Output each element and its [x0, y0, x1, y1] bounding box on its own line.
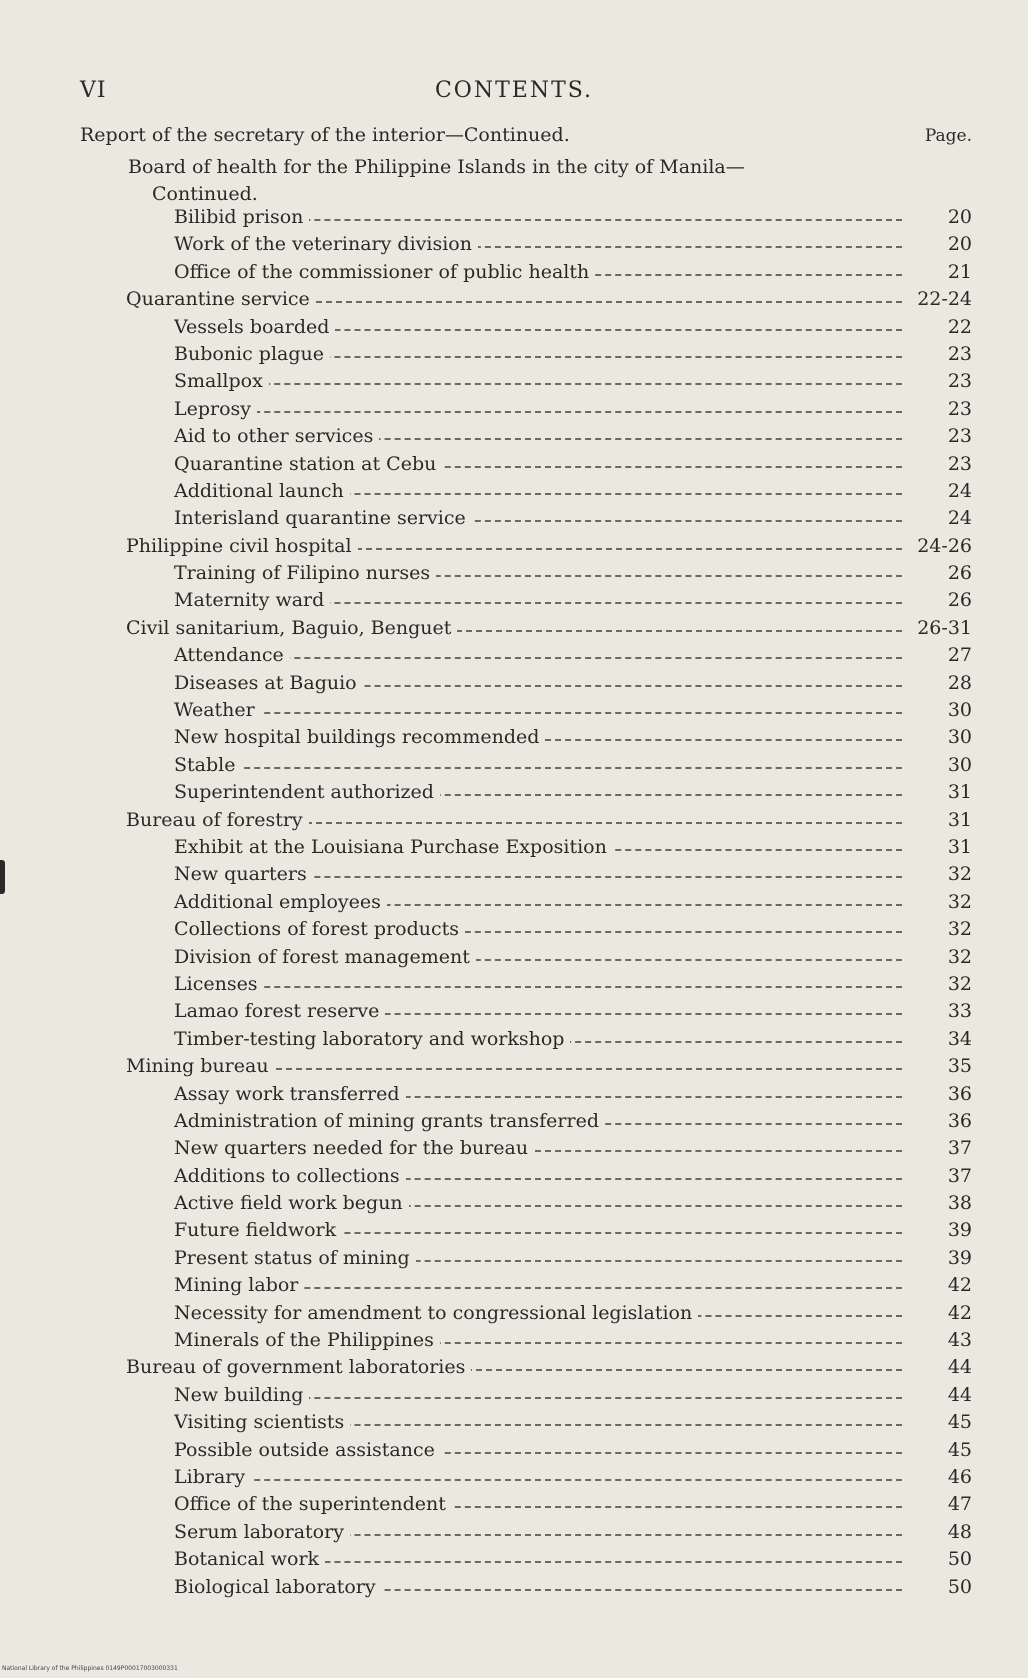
toc-entry	[0, 916, 1028, 943]
toc-entry	[0, 1464, 1028, 1491]
page-title: CONTENTS.	[434, 78, 594, 103]
toc-entry	[0, 724, 1028, 751]
toc-entry-page: 23	[947, 425, 972, 448]
dot-leader-line	[174, 712, 902, 714]
toc-entry-page: 22-24	[917, 288, 972, 311]
toc-entry-title: Biological laboratory	[174, 1576, 382, 1598]
toc-entry-title: Superintendent authorized	[174, 781, 440, 803]
toc-leader	[174, 779, 902, 806]
toc-entry-title: Additional employees	[174, 891, 387, 913]
toc-entry	[0, 807, 1028, 834]
toc-entry	[0, 1272, 1028, 1299]
toc-entry-title: Future fieldwork	[174, 1219, 342, 1241]
toc-entry	[0, 1108, 1028, 1135]
toc-entry-title: Training of Filipino nurses	[174, 562, 436, 584]
toc-entry-title: Aid to other services	[174, 425, 379, 447]
toc-entry-title: Division of forest management	[174, 946, 476, 968]
toc-entry-page: 43	[947, 1329, 972, 1352]
toc-entry	[0, 1491, 1028, 1518]
section-heading	[80, 124, 972, 152]
toc-entry-page: 24-26	[917, 534, 972, 557]
dot-leader-line	[174, 986, 902, 988]
toc-entry-title: Additional launch	[174, 480, 350, 502]
toc-entry-page: 21	[947, 260, 972, 283]
toc-entry-page: 50	[947, 1548, 972, 1571]
toc-leader	[174, 861, 902, 888]
toc-leader	[174, 1163, 902, 1190]
toc-entry	[0, 368, 1028, 395]
toc-entry-title: Timber-testing laboratory and workshop	[174, 1028, 570, 1050]
toc-entry	[0, 642, 1028, 669]
toc-entry	[0, 478, 1028, 505]
toc-entry-title: Present status of mining	[174, 1247, 416, 1269]
toc-leader	[174, 1437, 902, 1464]
toc-entry-page: 35	[947, 1055, 972, 1078]
toc-entry-title: Additions to collections	[174, 1165, 406, 1187]
toc-entry	[0, 286, 1028, 313]
toc-entry-page: 31	[947, 835, 972, 858]
toc-entry-page: 24	[947, 479, 972, 502]
board-heading-line2: Continued.	[152, 183, 258, 205]
toc-leader	[174, 231, 902, 258]
toc-leader	[174, 642, 902, 669]
toc-entry-title: New building	[174, 1384, 309, 1406]
page-column-header: Page.	[924, 126, 972, 146]
toc-leader	[174, 670, 902, 697]
toc-entry	[0, 1081, 1028, 1108]
toc-entry	[0, 560, 1028, 587]
toc-entry-page: 34	[947, 1027, 972, 1050]
toc-entry	[0, 1574, 1028, 1601]
toc-leader	[174, 1574, 902, 1601]
toc-entry-page: 30	[947, 753, 972, 776]
toc-entry-page: 31	[947, 781, 972, 804]
toc-leader	[174, 752, 902, 779]
toc-entry-page: 45	[947, 1411, 972, 1434]
toc-entry	[0, 1409, 1028, 1436]
toc-entry-title: Weather	[174, 699, 261, 721]
toc-leader	[174, 1026, 902, 1053]
toc-leader	[174, 1108, 902, 1135]
toc-entry	[0, 834, 1028, 861]
toc-leader	[174, 505, 902, 532]
toc-entry-page: 26	[947, 562, 972, 585]
toc-leader	[174, 1190, 902, 1217]
board-heading-line1: Board of health for the Philippine Islands in the city of Manila—	[128, 156, 745, 178]
toc-entry	[0, 1300, 1028, 1327]
scan-edge-mark	[0, 860, 5, 894]
toc-leader	[126, 533, 902, 560]
toc-leader	[126, 1354, 902, 1381]
toc-entry-title: New quarters needed for the bureau	[174, 1137, 534, 1159]
page-number: VI	[80, 78, 107, 103]
toc-entry-title: New quarters	[174, 863, 313, 885]
toc-entry-page: 32	[947, 863, 972, 886]
toc-entry-title: Botanical work	[174, 1548, 325, 1570]
toc-entry	[0, 944, 1028, 971]
toc-entry-title: Work of the veterinary division	[174, 233, 478, 255]
toc-entry-title: Serum laboratory	[174, 1521, 350, 1543]
toc-entry-page: 47	[947, 1493, 972, 1516]
toc-entry-title: Office of the superintendent	[174, 1493, 452, 1515]
toc-entry	[0, 1026, 1028, 1053]
toc-leader	[174, 1519, 902, 1546]
toc-entry-title: New hospital buildings recommended	[174, 726, 545, 748]
toc-leader	[174, 944, 902, 971]
toc-entry-title: Library	[174, 1466, 251, 1488]
toc-entry	[0, 1217, 1028, 1244]
board-heading	[128, 154, 908, 208]
toc-entry-title: Stable	[174, 754, 241, 776]
toc-entry	[0, 615, 1028, 642]
toc-entry-title: Collections of forest products	[174, 918, 465, 940]
toc-leader	[174, 478, 902, 505]
toc-entry	[0, 1245, 1028, 1272]
toc-entry-title: Licenses	[174, 973, 264, 995]
toc-entry-title: Mining bureau	[126, 1055, 275, 1077]
toc-entry-page: 32	[947, 890, 972, 913]
section-label: Report of the secretary of the interior—Continued.	[80, 124, 570, 146]
toc-entry-page: 42	[947, 1301, 972, 1324]
toc-entry-title: Exhibit at the Louisiana Purchase Exposition	[174, 836, 613, 858]
toc-entry-page: 39	[947, 1219, 972, 1242]
toc-entry-page: 33	[947, 1000, 972, 1023]
toc-entry-page: 37	[947, 1164, 972, 1187]
toc-entry-title: Mining labor	[174, 1274, 304, 1296]
toc-entry	[0, 1190, 1028, 1217]
toc-entry	[0, 314, 1028, 341]
toc-entry-title: Visiting scientists	[174, 1411, 350, 1433]
toc-leader	[174, 889, 902, 916]
toc-entry	[0, 1327, 1028, 1354]
toc-entry-page: 28	[947, 671, 972, 694]
toc-leader	[126, 807, 902, 834]
toc-entry-page: 32	[947, 945, 972, 968]
toc-entry-title: Quarantine service	[126, 288, 316, 310]
toc-entry-page: 39	[947, 1246, 972, 1269]
toc-leader	[174, 259, 902, 286]
toc-entry	[0, 998, 1028, 1025]
toc-entry-page: 30	[947, 726, 972, 749]
toc-leader	[174, 396, 902, 423]
toc-entry	[0, 697, 1028, 724]
toc-entry	[0, 231, 1028, 258]
toc-entry-page: 45	[947, 1438, 972, 1461]
toc-leader	[174, 697, 902, 724]
toc-leader	[174, 204, 902, 231]
toc-leader	[126, 1053, 902, 1080]
toc-entry-title: Leprosy	[174, 398, 257, 420]
toc-leader	[174, 1382, 902, 1409]
toc-entry-page: 30	[947, 699, 972, 722]
table-of-contents	[0, 204, 1028, 1601]
toc-entry	[0, 1354, 1028, 1381]
toc-entry	[0, 505, 1028, 532]
toc-entry-title: Assay work transferred	[174, 1083, 406, 1105]
toc-entry	[0, 1519, 1028, 1546]
toc-entry-title: Possible outside assistance	[174, 1439, 441, 1461]
dot-leader-line	[174, 411, 902, 413]
toc-entry-title: Bureau of government laboratories	[126, 1356, 471, 1378]
toc-entry-title: Philippine civil hospital	[126, 535, 358, 557]
toc-entry-title: Minerals of the Philippines	[174, 1329, 440, 1351]
scan-footer-note: National Library of the Philippines 0149P00017003000331	[2, 1665, 178, 1672]
toc-entry	[0, 1437, 1028, 1464]
toc-entry-page: 38	[947, 1192, 972, 1215]
toc-entry-title: Necessity for amendment to congressional legislation	[174, 1302, 698, 1324]
toc-leader	[126, 615, 902, 642]
toc-entry	[0, 341, 1028, 368]
toc-leader	[174, 834, 902, 861]
toc-entry-page: 44	[947, 1383, 972, 1406]
toc-entry-page: 23	[947, 397, 972, 420]
toc-entry-page: 42	[947, 1274, 972, 1297]
toc-leader	[174, 1245, 902, 1272]
toc-entry-title: Quarantine station at Cebu	[174, 453, 442, 475]
toc-entry	[0, 971, 1028, 998]
toc-entry-page: 32	[947, 918, 972, 941]
toc-leader	[126, 286, 902, 313]
toc-entry	[0, 396, 1028, 423]
toc-entry-title: Office of the commissioner of public health	[174, 261, 595, 283]
toc-entry-page: 36	[947, 1082, 972, 1105]
toc-leader	[174, 916, 902, 943]
toc-leader	[174, 1135, 902, 1162]
toc-entry-title: Bilibid prison	[174, 206, 309, 228]
toc-leader	[174, 724, 902, 751]
toc-entry	[0, 587, 1028, 614]
toc-entry	[0, 423, 1028, 450]
toc-entry	[0, 533, 1028, 560]
toc-entry-page: 26	[947, 589, 972, 612]
toc-entry-page: 23	[947, 452, 972, 475]
toc-entry-page: 31	[947, 808, 972, 831]
toc-entry	[0, 259, 1028, 286]
toc-entry-page: 48	[947, 1520, 972, 1543]
toc-entry-page: 37	[947, 1137, 972, 1160]
toc-leader	[174, 1272, 902, 1299]
toc-entry	[0, 670, 1028, 697]
toc-entry-page: 27	[947, 644, 972, 667]
toc-leader	[174, 1409, 902, 1436]
toc-entry-title: Lamao forest reserve	[174, 1000, 385, 1022]
toc-entry-page: 44	[947, 1356, 972, 1379]
toc-leader	[174, 368, 902, 395]
toc-entry-title: Diseases at Baguio	[174, 672, 363, 694]
toc-leader	[174, 560, 902, 587]
toc-entry	[0, 1382, 1028, 1409]
toc-entry-title: Vessels boarded	[174, 316, 335, 338]
toc-entry	[0, 1546, 1028, 1573]
toc-entry	[0, 1163, 1028, 1190]
toc-leader	[174, 1300, 902, 1327]
toc-entry-title: Smallpox	[174, 370, 269, 392]
toc-entry	[0, 451, 1028, 478]
toc-entry-page: 50	[947, 1575, 972, 1598]
toc-entry-page: 24	[947, 507, 972, 530]
toc-entry	[0, 779, 1028, 806]
dot-leader-line	[174, 767, 902, 769]
toc-entry	[0, 752, 1028, 779]
toc-entry-page: 23	[947, 370, 972, 393]
toc-entry-page: 20	[947, 206, 972, 228]
toc-entry-page: 22	[947, 315, 972, 338]
toc-entry-page: 26-31	[917, 616, 972, 639]
toc-entry	[0, 861, 1028, 888]
dot-leader-line	[174, 383, 902, 385]
toc-entry	[0, 889, 1028, 916]
toc-leader	[174, 587, 902, 614]
toc-leader	[174, 423, 902, 450]
toc-leader	[174, 971, 902, 998]
toc-leader	[174, 1464, 902, 1491]
toc-entry	[0, 1135, 1028, 1162]
toc-entry-page: 23	[947, 342, 972, 365]
toc-entry-title: Bubonic plague	[174, 343, 330, 365]
toc-leader	[174, 1081, 902, 1108]
toc-leader	[174, 998, 902, 1025]
toc-entry-title: Civil sanitarium, Baguio, Benguet	[126, 617, 457, 639]
toc-entry-title: Active field work begun	[174, 1192, 409, 1214]
toc-entry-title: Bureau of forestry	[126, 809, 309, 831]
page-header	[0, 72, 1028, 112]
toc-entry-page: 32	[947, 972, 972, 995]
toc-leader	[174, 314, 902, 341]
toc-entry-title: Maternity ward	[174, 589, 330, 611]
dot-leader-line	[174, 1479, 902, 1481]
toc-leader	[174, 1327, 902, 1354]
toc-entry-page: 46	[947, 1465, 972, 1488]
toc-entry-title: Interisland quarantine service	[174, 507, 472, 529]
toc-entry-page: 36	[947, 1109, 972, 1132]
toc-leader	[174, 1217, 902, 1244]
toc-entry	[0, 1053, 1028, 1080]
toc-entry-title: Administration of mining grants transferred	[174, 1110, 605, 1132]
toc-leader	[174, 451, 902, 478]
toc-leader	[174, 1491, 902, 1518]
toc-entry	[0, 204, 1028, 231]
toc-entry-title: Attendance	[174, 644, 290, 666]
toc-leader	[174, 341, 902, 368]
toc-entry-page: 20	[947, 233, 972, 256]
toc-leader	[174, 1546, 902, 1573]
